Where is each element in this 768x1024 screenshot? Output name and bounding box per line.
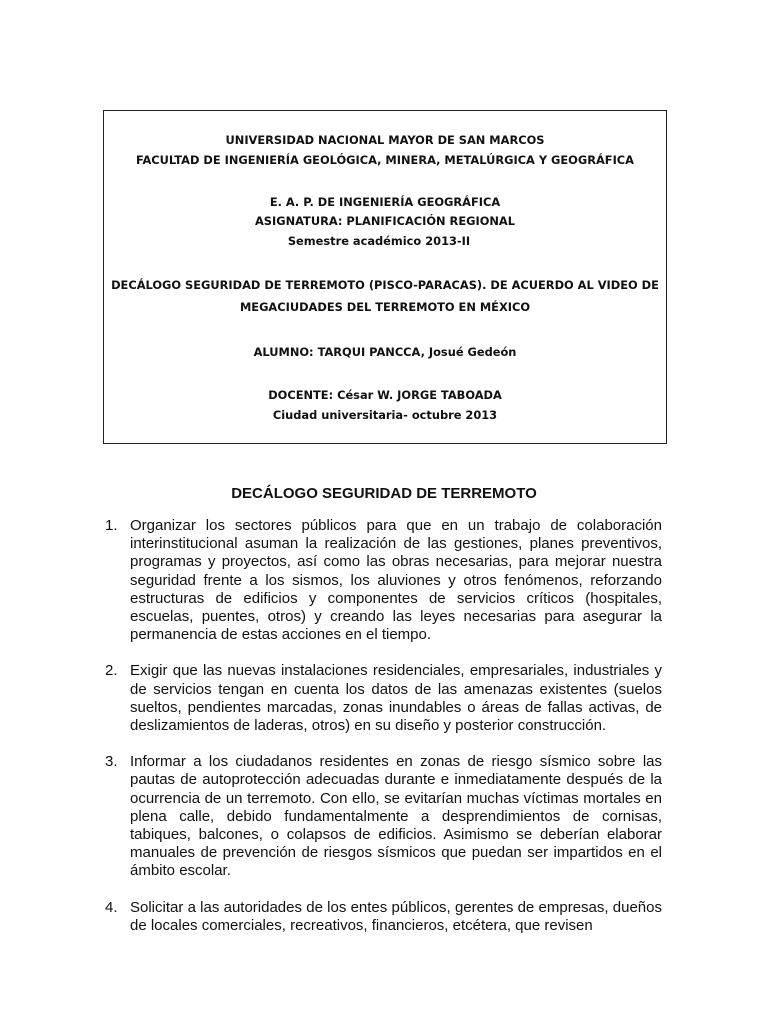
student-name: ALUMNO: TARQUI PANCCA, Josué Gedeón xyxy=(253,345,517,359)
teacher-name: DOCENTE: César W. JORGE TABOADA xyxy=(268,388,502,402)
item-number: 2. xyxy=(105,662,118,680)
topic-line-1: DECÁLOGO SEGURIDAD DE TERREMOTO (PISCO-PARACAS). DE ACUERDO AL VIDEO DE xyxy=(111,278,659,292)
item-text: Organizar los sectores públicos para que en un trabajo de colaboración interinstitucional asuman la realización de las gestiones, planes preventivos, programas y proyectos, así como las obras necesarias, para mejorar nuestra seguridad frente a los sismos, los aluviones y otros fenómenos, reforzando estructuras de edificios y componentes de servicios críticos (hospitales, escuelas, puentes, otros) y creando las leyes necesarias para asegurar la permanencia de estas acciones en el tiempo. xyxy=(130,517,662,644)
decalogue-list xyxy=(105,517,662,953)
list-item xyxy=(105,899,662,935)
item-number: 3. xyxy=(105,753,118,771)
course-name: ASIGNATURA: PLANIFICACIÓN REGIONAL xyxy=(254,214,515,228)
cover-header-box xyxy=(103,110,667,444)
item-text: Solicitar a las autoridades de los entes públicos, gerentes de empresas, dueños de locales comerciales, recreativos, financieros, etcétera, que revisen xyxy=(130,898,662,934)
semester: Semestre académico 2013-II xyxy=(287,234,471,248)
university-name: UNIVERSIDAD NACIONAL MAYOR DE SAN MARCOS xyxy=(225,133,545,147)
topic-line-2: MEGACIUDADES DEL TERREMOTO EN MÉXICO xyxy=(239,300,531,314)
list-item xyxy=(105,662,662,735)
faculty-name: FACULTAD DE INGENIERÍA GEOLÓGICA, MINERA, METALÚRGICA Y GEOGRÁFICA xyxy=(135,153,634,167)
place-date: Ciudad universitaria- octubre 2013 xyxy=(272,408,498,422)
school-name: E. A. P. DE INGENIERÍA GEOGRÁFICA xyxy=(269,195,501,209)
list-item xyxy=(105,517,662,644)
list-item xyxy=(105,753,662,880)
document-title: DECÁLOGO SEGURIDAD DE TERREMOTO xyxy=(231,485,537,502)
item-number: 1. xyxy=(105,517,118,534)
item-text: Exigir que las nuevas instalaciones residenciales, empresariales, industriales y de servicios tengan en cuenta los datos de las amenazas existentes (suelos sueltos, pendientes marcadas, zonas inundables o áreas de fallas activas, de deslizamientos de laderas, otros) en su diseño y posterior construcción. xyxy=(130,662,662,735)
item-text: Informar a los ciudadanos residentes en zonas de riesgo sísmico sobre las pautas de autoprotección adecuadas durante e inmediatamente después de la ocurrencia de un terremoto. Con ello, se evitarían muchas víctimas mortales en plena calle, debido fundamentalmente a desprendimientos de cornisas, tabiques, balcones, o colapsos de edificios. Asimismo se deberían elaborar manuales de prevención de riesgos sísmicos que puedan ser impartidos en el ámbito escolar. xyxy=(130,753,662,880)
item-number: 4. xyxy=(105,898,118,916)
